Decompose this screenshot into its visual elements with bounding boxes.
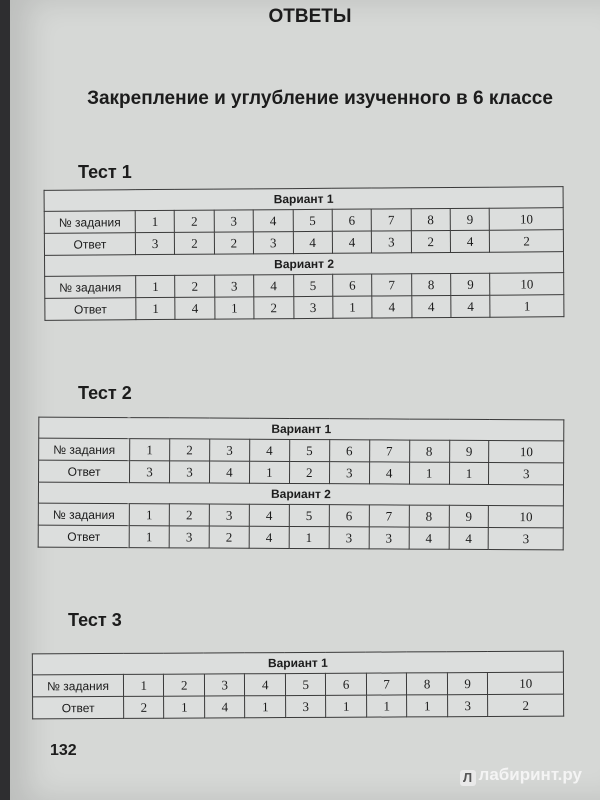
page-title: ОТВЕТЫ — [268, 6, 352, 27]
task-number-cell: 1 — [135, 210, 175, 232]
answer-cell: 4 — [209, 461, 249, 483]
answer-cell: 1 — [449, 462, 489, 484]
test-2-title: Тест 2 — [78, 383, 132, 403]
answer-cell: 2 — [411, 230, 451, 252]
task-number-cell: 7 — [372, 274, 412, 296]
answer-row — [33, 694, 564, 719]
task-number-cell: 10 — [488, 672, 564, 694]
answer-cell: 4 — [293, 231, 333, 253]
task-number-cell: 1 — [136, 275, 176, 297]
test-1-variant-2 — [45, 252, 564, 321]
answer-cell: 1 — [245, 696, 286, 718]
test-2-variant-2 — [38, 482, 563, 550]
task-number-row — [39, 438, 564, 463]
task-number-cell: 2 — [169, 504, 209, 526]
task-row-label: № задания — [44, 211, 135, 234]
task-number-cell: 5 — [293, 209, 333, 231]
answer-cell: 3 — [293, 296, 333, 318]
answer-cell: 1 — [289, 526, 329, 548]
answer-cell: 3 — [329, 462, 369, 484]
answer-cell: 1 — [409, 462, 449, 484]
task-number-cell: 1 — [123, 674, 164, 696]
task-number-cell: 2 — [175, 275, 215, 297]
task-number-cell: 4 — [249, 504, 289, 526]
answer-cell: 4 — [332, 231, 372, 253]
answer-cell: 1 — [366, 695, 407, 717]
task-number-cell: 4 — [245, 674, 286, 696]
answer-cell: 3 — [135, 232, 175, 254]
answer-cell: 3 — [369, 527, 409, 549]
answer-cell: 3 — [253, 232, 293, 254]
answer-cell: 1 — [490, 295, 564, 318]
task-number-cell: 5 — [285, 673, 326, 695]
answer-cell: 1 — [249, 461, 289, 483]
task-number-cell: 10 — [489, 440, 564, 462]
answer-row-label: Ответ — [44, 233, 135, 256]
task-number-cell: 9 — [450, 208, 490, 230]
task-number-cell: 4 — [249, 439, 289, 461]
task-number-cell: 3 — [209, 439, 249, 461]
answer-cell: 4 — [411, 295, 451, 317]
test-1-title: Тест 1 — [78, 162, 132, 182]
task-number-cell: 7 — [369, 505, 409, 527]
task-number-cell: 8 — [411, 273, 451, 295]
answer-cell: 3 — [372, 231, 412, 253]
answer-cell: 2 — [488, 694, 564, 716]
task-row-label: № задания — [32, 674, 123, 696]
task-number-cell: 9 — [449, 440, 489, 462]
section-title: Закрепление и углубление изученного в 6 классе — [87, 88, 553, 109]
answer-cell: 4 — [372, 296, 412, 318]
answer-cell: 4 — [449, 527, 489, 549]
answer-cell: 2 — [254, 297, 294, 319]
task-number-cell: 6 — [333, 274, 373, 296]
answer-row-label: Ответ — [45, 298, 136, 321]
answer-row-label: Ответ — [38, 525, 129, 547]
answer-cell: 3 — [329, 527, 369, 549]
watermark-text: лабиринт.ру — [478, 765, 582, 784]
task-row-label: № задания — [38, 503, 129, 525]
answer-cell: 4 — [175, 297, 215, 319]
task-number-cell: 9 — [449, 505, 489, 527]
answer-row-label: Ответ — [39, 460, 130, 482]
answer-row — [39, 460, 564, 485]
answer-cell: 1 — [136, 297, 176, 319]
task-row-label: № задания — [39, 438, 130, 460]
answer-cell: 3 — [489, 527, 564, 549]
variant-header-row — [32, 651, 563, 675]
answer-cell: 1 — [326, 695, 367, 717]
task-number-cell: 10 — [490, 208, 564, 231]
task-number-cell: 2 — [175, 210, 215, 232]
task-number-cell: 3 — [209, 504, 249, 526]
test-2-variant-1 — [39, 417, 564, 485]
answer-cell: 1 — [164, 696, 205, 718]
task-number-cell: 8 — [409, 505, 449, 527]
answer-cell: 3 — [285, 695, 326, 717]
task-number-cell: 3 — [214, 275, 254, 297]
answer-cell: 3 — [130, 461, 170, 483]
task-number-cell: 4 — [253, 210, 293, 232]
task-number-cell: 9 — [447, 673, 488, 695]
task-number-cell: 3 — [204, 674, 245, 696]
answer-cell: 2 — [289, 461, 329, 483]
task-number-cell: 8 — [407, 673, 448, 695]
task-number-cell: 1 — [129, 504, 169, 526]
answer-cell: 3 — [169, 526, 209, 548]
task-number-cell: 6 — [326, 673, 367, 695]
task-number-cell: 10 — [489, 505, 564, 527]
test-3-table — [32, 651, 564, 720]
test-1-table — [44, 186, 565, 321]
answer-cell: 3 — [447, 695, 488, 717]
answer-cell: 1 — [333, 296, 373, 318]
variant-header-row — [38, 482, 563, 506]
answer-cell: 1 — [407, 695, 448, 717]
task-number-cell: 3 — [214, 210, 254, 232]
answer-cell: 4 — [451, 295, 491, 317]
test-3-title: Тест 3 — [68, 610, 122, 630]
variant-header-row — [39, 417, 564, 441]
watermark-logo — [460, 765, 582, 786]
task-number-cell: 6 — [329, 505, 369, 527]
task-row-label: № задания — [45, 276, 136, 299]
task-number-cell: 2 — [170, 439, 210, 461]
answer-cell: 2 — [209, 526, 249, 548]
book-page — [10, 0, 600, 800]
answer-row — [38, 525, 563, 550]
test-1-variant-1 — [44, 187, 563, 256]
task-number-cell: 6 — [332, 209, 372, 231]
task-number-cell: 7 — [366, 673, 407, 695]
answer-cell: 1 — [215, 297, 255, 319]
variant-title: Вариант 2 — [38, 482, 563, 506]
task-number-cell: 8 — [411, 208, 451, 230]
test-2-table — [38, 417, 565, 551]
answer-row — [45, 295, 564, 321]
answer-cell: 2 — [490, 230, 564, 253]
answer-cell: 4 — [450, 230, 490, 252]
task-number-cell: 7 — [371, 209, 411, 231]
answer-cell: 2 — [124, 696, 165, 718]
task-number-cell: 5 — [289, 504, 329, 526]
answer-cell: 4 — [249, 526, 289, 548]
answer-cell: 3 — [489, 462, 564, 484]
task-number-cell: 10 — [490, 273, 564, 296]
task-number-cell: 8 — [409, 440, 449, 462]
task-number-cell: 4 — [254, 275, 294, 297]
answer-cell: 4 — [409, 527, 449, 549]
task-number-cell: 7 — [369, 440, 409, 462]
task-number-cell: 9 — [451, 273, 491, 295]
task-number-cell: 5 — [293, 274, 333, 296]
page-number: 132 — [50, 742, 77, 759]
variant-title: Вариант 1 — [39, 417, 564, 441]
labirint-icon: Л — [460, 770, 476, 786]
task-number-row — [32, 672, 563, 697]
answer-cell: 2 — [175, 232, 215, 254]
answer-row-label: Ответ — [33, 696, 124, 718]
task-number-cell: 2 — [164, 674, 205, 696]
task-number-cell: 6 — [329, 440, 369, 462]
test-3-variant-1 — [32, 651, 563, 719]
answer-cell: 3 — [169, 461, 209, 483]
task-number-cell: 1 — [130, 439, 170, 461]
answer-cell: 4 — [205, 696, 246, 718]
task-number-cell: 5 — [289, 439, 329, 461]
variant-title: Вариант 1 — [32, 651, 563, 675]
answer-cell: 2 — [214, 232, 254, 254]
task-number-row — [38, 503, 563, 528]
answer-cell: 1 — [129, 526, 169, 548]
variant-title: Вариант 2 — [45, 252, 564, 277]
variant-title: Вариант 1 — [44, 187, 563, 212]
answer-cell: 4 — [369, 462, 409, 484]
